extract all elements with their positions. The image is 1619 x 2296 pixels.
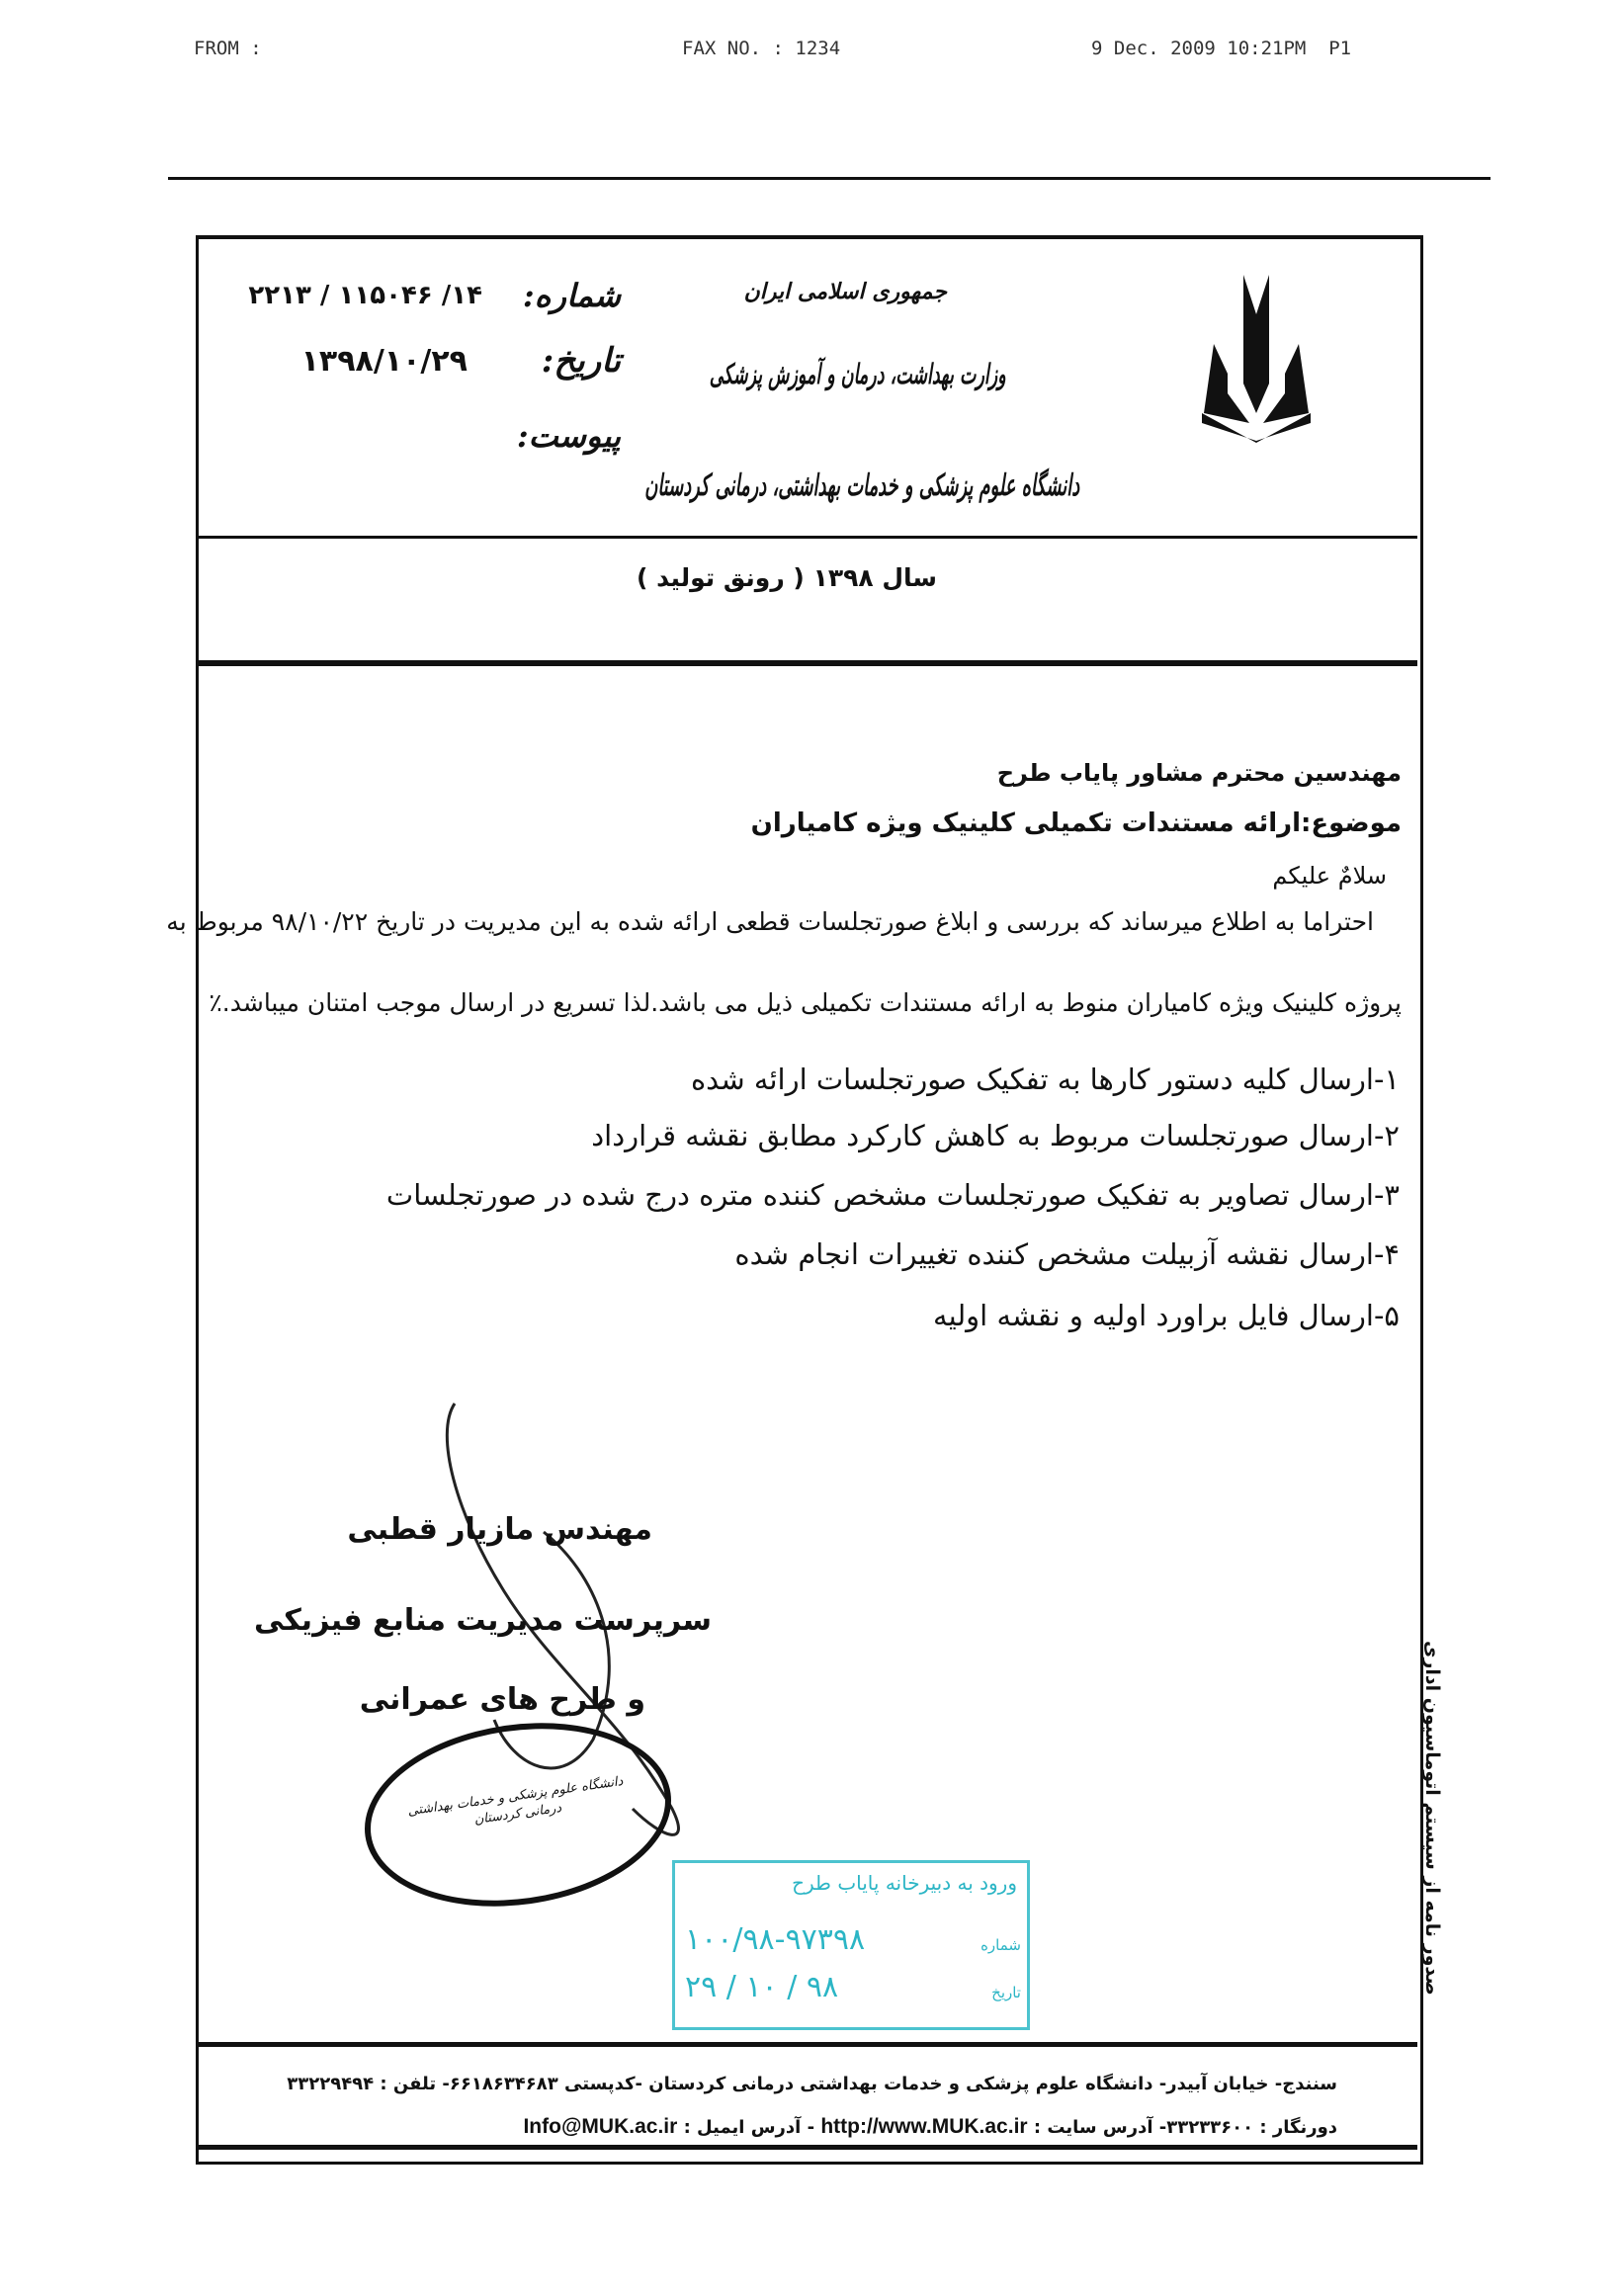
footer-address: سنندج- خیابان آبیدر- دانشگاه علوم پزشکی و خدمات بهداشتی درمانی کردستان -کدپستی ۶۶۱۸۶۳۴۶۸۳- تلفن : ۳۳۲۲۹۴۹۴ (287, 2074, 1337, 2094)
recipient: مهندسین محترم مشاور پایاب طرح (996, 759, 1402, 787)
fax-number: FAX NO. : 1234 (682, 38, 841, 59)
footer-bottom-rule (198, 2145, 1417, 2150)
side-note: صدور نامه از سیستم اتوماسیون اداری (1421, 1641, 1443, 1996)
signatory-title-2: و طرح های عمرانی (359, 1682, 645, 1717)
list-item: ۲-ارسال صورتجلسات مربوط به کاهش کارکرد مطابق نقشه قرارداد (591, 1119, 1400, 1152)
date-label: تاریخ: (541, 341, 621, 381)
footer-fax: دورنگار : ۳۳۲۳۳۶۰۰- آدرس سایت : (1033, 2117, 1337, 2138)
stamp-date-label: تاریخ (991, 1984, 1021, 2001)
footer-email-label: - آدرس ایمیل : (683, 2117, 815, 2138)
list-item: ۳-ارسال تصاویر به تفکیک صورتجلسات مشخص کننده متره درج شده در صورتجلسات (385, 1178, 1400, 1212)
footer-email-link[interactable]: Info@MUK.ac.ir (523, 2115, 678, 2138)
list-item: ۴-ارسال نقشه آزبیلت مشخص کننده تغییرات انجام شده (734, 1237, 1400, 1271)
letterhead-country: جمهوری اسلامی ایران (743, 279, 947, 304)
footer-website-link[interactable]: http://www.MUK.ac.ir (820, 2115, 1028, 2138)
fax-datetime: 9 Dec. 2009 10:21PM P1 (1091, 38, 1352, 59)
number-value: ۱۴/ ۱۱۵۰۴۶ / ۲۲۱۳ (248, 281, 482, 310)
fax-from: FROM : (194, 38, 262, 59)
stamp-number-label: شماره (980, 1936, 1021, 1954)
list-item: ۱-ارسال کلیه دستور کارها به تفکیک صورتجلسات ارائه شده (690, 1063, 1400, 1096)
signatory-name: مهندس مازیار قطبی (347, 1512, 652, 1547)
footer-contact (523, 2115, 1337, 2139)
year-motto: سال ۱۳۹۸ ( رونق تولید ) (636, 563, 937, 592)
letterhead-ministry: وزارت بهداشت، درمان و آموزش پزشکی (710, 358, 1006, 390)
date-value: ۱۳۹۸/۱۰/۲۹ (300, 344, 468, 379)
motto-divider (198, 660, 1417, 666)
university-logo-icon (1194, 275, 1319, 443)
letterhead-university: دانشگاه علوم پزشکی و خدمات بهداشتی، درمانی کردستان (644, 468, 1079, 503)
number-label: شماره: (522, 277, 621, 314)
list-item: ۵-ارسال فایل براورد اولیه و نقشه اولیه (933, 1299, 1400, 1332)
attachment-label: پیوست: (516, 417, 621, 455)
subject: موضوع:ارائه مستندات تکمیلی کلینیک ویژه کامیاران (750, 808, 1402, 838)
header-divider (198, 536, 1417, 539)
signatory-title-1: سرپرست مدیریت منابع فیزیکی (254, 1603, 712, 1638)
side-note-wrap (1423, 1641, 1463, 1997)
stamp-heading: ورود به دبیرخانه پایاب طرح (792, 1871, 1017, 1895)
seal-text: دانشگاه علوم پزشکی و خدمات بهداشتی درمانی کردستان (406, 1773, 625, 1828)
receipt-stamp (672, 1860, 1030, 2030)
stamp-date-value: ۹۸ / ۱۰ / ۲۹ (685, 1970, 839, 2004)
paragraph-line-1: احتراما به اطلاع میرساند که بررسی و ابلاغ صورتجلسات قطعی ارائه شده به این مدیریت در تاریخ ۹۸/۱۰/۲۲ مربوط به (166, 907, 1374, 936)
fax-divider (168, 177, 1491, 180)
footer-divider (198, 2042, 1417, 2047)
paragraph-line-2: پروژه کلینیک ویژه کامیاران منوط به ارائه مستندات تکمیلی ذیل می باشد.لذا تسریع در ارسال موجب امتنان میباشد.٪ (209, 988, 1402, 1017)
greeting: سلامٌ علیکم (1272, 862, 1387, 890)
stamp-number-value: ۱۰۰/۹۸-۹۷۳۹۸ (685, 1922, 866, 1957)
